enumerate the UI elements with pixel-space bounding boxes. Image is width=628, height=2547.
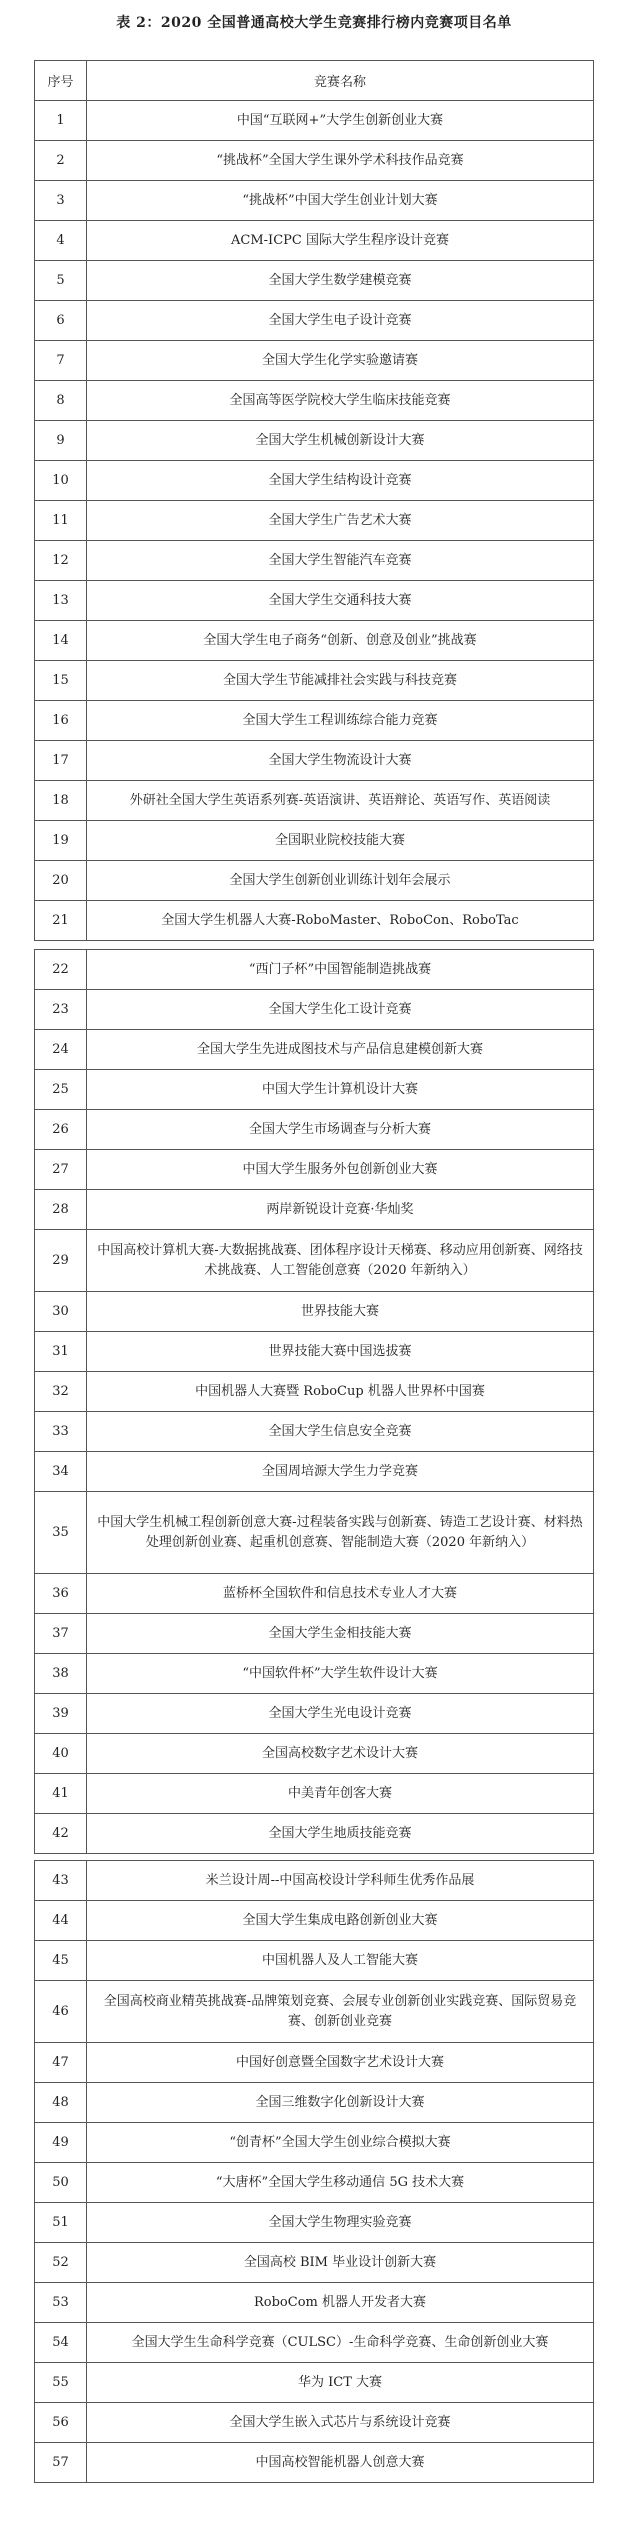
competition-table-part-1 — [34, 60, 594, 941]
competition-name: 全国高校 BIM 毕业设计创新大赛 — [87, 2243, 594, 2283]
table-row — [35, 301, 594, 341]
table-row — [35, 1694, 594, 1734]
table-row — [35, 781, 594, 821]
table-row — [35, 1070, 594, 1110]
competition-name: 中国好创意暨全国数字艺术设计大赛 — [87, 2043, 594, 2083]
row-number: 46 — [35, 1981, 87, 2043]
row-number: 37 — [35, 1614, 87, 1654]
table-row — [35, 1292, 594, 1332]
row-number: 20 — [35, 861, 87, 901]
competition-name: 全国大学生光电设计竞赛 — [87, 1694, 594, 1734]
competition-name: ACM-ICPC 国际大学生程序设计竞赛 — [87, 221, 594, 261]
table-row — [35, 261, 594, 301]
row-number: 21 — [35, 901, 87, 941]
row-number: 10 — [35, 461, 87, 501]
row-number: 53 — [35, 2283, 87, 2323]
row-number: 30 — [35, 1292, 87, 1332]
competition-name: 全国大学生节能减排社会实践与科技竞赛 — [87, 661, 594, 701]
row-number: 29 — [35, 1230, 87, 1292]
competition-name: 全国职业院校技能大赛 — [87, 821, 594, 861]
row-number: 8 — [35, 381, 87, 421]
competition-name: 外研社全国大学生英语系列赛-英语演讲、英语辩论、英语写作、英语阅读 — [87, 781, 594, 821]
row-number: 26 — [35, 1110, 87, 1150]
row-number: 54 — [35, 2323, 87, 2363]
row-number: 52 — [35, 2243, 87, 2283]
table-row — [35, 1230, 594, 1292]
table-row — [35, 1452, 594, 1492]
table-row — [35, 1861, 594, 1901]
table-row — [35, 1150, 594, 1190]
competition-name: RoboCom 机器人开发者大赛 — [87, 2283, 594, 2323]
table-row — [35, 2043, 594, 2083]
table-row — [35, 2403, 594, 2443]
row-number: 27 — [35, 1150, 87, 1190]
competition-name: 全国大学生广告艺术大赛 — [87, 501, 594, 541]
competition-name: 全国周培源大学生力学竞赛 — [87, 1452, 594, 1492]
competition-name: “挑战杯”中国大学生创业计划大赛 — [87, 181, 594, 221]
table-row — [35, 2083, 594, 2123]
table-row — [35, 2123, 594, 2163]
row-number: 25 — [35, 1070, 87, 1110]
row-number: 48 — [35, 2083, 87, 2123]
competition-name: 中国机器人及人工智能大赛 — [87, 1941, 594, 1981]
table-row — [35, 861, 594, 901]
table-row — [35, 701, 594, 741]
competition-name: 蓝桥杯全国软件和信息技术专业人才大赛 — [87, 1574, 594, 1614]
table-row — [35, 950, 594, 990]
table-row — [35, 2283, 594, 2323]
table-row — [35, 1654, 594, 1694]
row-number: 43 — [35, 1861, 87, 1901]
competition-name: 全国大学生物理实验竞赛 — [87, 2203, 594, 2243]
row-number: 14 — [35, 621, 87, 661]
table-row — [35, 2323, 594, 2363]
competition-name: 华为 ICT 大赛 — [87, 2363, 594, 2403]
table-header-row — [35, 61, 594, 101]
table-row — [35, 221, 594, 261]
row-number: 11 — [35, 501, 87, 541]
competition-name: 全国大学生工程训练综合能力竞赛 — [87, 701, 594, 741]
row-number: 1 — [35, 101, 87, 141]
row-number: 22 — [35, 950, 87, 990]
competition-name: 全国大学生智能汽车竞赛 — [87, 541, 594, 581]
competition-name: 全国大学生创新创业训练计划年会展示 — [87, 861, 594, 901]
table-row — [35, 1332, 594, 1372]
competition-name: 全国大学生地质技能竞赛 — [87, 1814, 594, 1854]
row-number: 57 — [35, 2443, 87, 2483]
row-number: 40 — [35, 1734, 87, 1774]
competition-name: “挑战杯”全国大学生课外学术科技作品竞赛 — [87, 141, 594, 181]
row-number: 13 — [35, 581, 87, 621]
row-number: 38 — [35, 1654, 87, 1694]
header-competition-name: 竞赛名称 — [87, 61, 594, 101]
competition-name: 全国高校商业精英挑战赛-品牌策划竞赛、会展专业创新创业实践竞赛、国际贸易竞赛、创新创业竞赛 — [87, 1981, 594, 2043]
competition-name: 中国大学生计算机设计大赛 — [87, 1070, 594, 1110]
table-row — [35, 2363, 594, 2403]
row-number: 49 — [35, 2123, 87, 2163]
row-number: 36 — [35, 1574, 87, 1614]
table-row — [35, 1734, 594, 1774]
competition-name: 全国大学生电子商务“创新、创意及创业”挑战赛 — [87, 621, 594, 661]
competition-name: 全国大学生交通科技大赛 — [87, 581, 594, 621]
competition-name: “大唐杯”全国大学生移动通信 5G 技术大赛 — [87, 2163, 594, 2203]
table-row — [35, 2163, 594, 2203]
table-row — [35, 901, 594, 941]
competition-name: 两岸新锐设计竞赛·华灿奖 — [87, 1190, 594, 1230]
table-row — [35, 541, 594, 581]
competition-name: 中国高校智能机器人创意大赛 — [87, 2443, 594, 2483]
competition-name: 全国大学生金相技能大赛 — [87, 1614, 594, 1654]
competition-name: 米兰设计周--中国高校设计学科师生优秀作品展 — [87, 1861, 594, 1901]
table-row — [35, 101, 594, 141]
table-row — [35, 461, 594, 501]
table-row — [35, 1110, 594, 1150]
competition-name: 全国三维数字化创新设计大赛 — [87, 2083, 594, 2123]
row-number: 41 — [35, 1774, 87, 1814]
row-number: 5 — [35, 261, 87, 301]
competition-name: 世界技能大赛中国选拔赛 — [87, 1332, 594, 1372]
competition-name: 全国大学生化工设计竞赛 — [87, 990, 594, 1030]
competition-name: 中国“互联网+”大学生创新创业大赛 — [87, 101, 594, 141]
row-number: 45 — [35, 1941, 87, 1981]
competition-name: 全国高校数字艺术设计大赛 — [87, 1734, 594, 1774]
row-number: 9 — [35, 421, 87, 461]
row-number: 55 — [35, 2363, 87, 2403]
table-row — [35, 821, 594, 861]
table-row — [35, 2203, 594, 2243]
table-title: 表 2：2020 全国普通高校大学生竞赛排行榜内竞赛项目名单 — [116, 15, 512, 31]
row-number: 18 — [35, 781, 87, 821]
table-row — [35, 1412, 594, 1452]
competition-name: 全国大学生数学建模竞赛 — [87, 261, 594, 301]
competition-name: “创青杯”全国大学生创业综合模拟大赛 — [87, 2123, 594, 2163]
table-row — [35, 141, 594, 181]
row-number: 3 — [35, 181, 87, 221]
competition-table-part-3 — [34, 1860, 594, 2483]
row-number: 47 — [35, 2043, 87, 2083]
competition-name: 世界技能大赛 — [87, 1292, 594, 1332]
competition-name: 全国大学生物流设计大赛 — [87, 741, 594, 781]
table-row — [35, 990, 594, 1030]
competition-name: 全国大学生嵌入式芯片与系统设计竞赛 — [87, 2403, 594, 2443]
competition-name: 全国大学生结构设计竞赛 — [87, 461, 594, 501]
table-row — [35, 341, 594, 381]
competition-name: “中国软件杯”大学生软件设计大赛 — [87, 1654, 594, 1694]
row-number: 6 — [35, 301, 87, 341]
competition-name: 全国大学生生命科学竞赛（CULSC）-生命科学竞赛、生命创新创业大赛 — [87, 2323, 594, 2363]
table-row — [35, 1941, 594, 1981]
row-number: 39 — [35, 1694, 87, 1734]
table-row — [35, 1190, 594, 1230]
competition-name: 全国高等医学院校大学生临床技能竞赛 — [87, 381, 594, 421]
row-number: 32 — [35, 1372, 87, 1412]
row-number: 23 — [35, 990, 87, 1030]
table-row — [35, 1492, 594, 1574]
competition-table-part-2 — [34, 949, 594, 1854]
table-row — [35, 1814, 594, 1854]
table-row — [35, 421, 594, 461]
competition-name: 全国大学生市场调查与分析大赛 — [87, 1110, 594, 1150]
competition-name: 全国大学生电子设计竞赛 — [87, 301, 594, 341]
table-row — [35, 1774, 594, 1814]
table-row — [35, 2243, 594, 2283]
row-number: 35 — [35, 1492, 87, 1574]
row-number: 2 — [35, 141, 87, 181]
competition-name: 全国大学生化学实验邀请赛 — [87, 341, 594, 381]
table-row — [35, 1030, 594, 1070]
table-row — [35, 501, 594, 541]
table-row — [35, 2443, 594, 2483]
row-number: 15 — [35, 661, 87, 701]
competition-name: 中国高校计算机大赛-大数据挑战赛、团体程序设计天梯赛、移动应用创新赛、网络技术挑战赛、人工智能创意赛（2020 年新纳入） — [87, 1230, 594, 1292]
row-number: 56 — [35, 2403, 87, 2443]
competition-name: 中国机器人大赛暨 RoboCup 机器人世界杯中国赛 — [87, 1372, 594, 1412]
row-number: 17 — [35, 741, 87, 781]
table-row — [35, 1372, 594, 1412]
row-number: 44 — [35, 1901, 87, 1941]
competition-name: 中国大学生机械工程创新创意大赛-过程装备实践与创新赛、铸造工艺设计赛、材料热处理创新创业赛、起重机创意赛、智能制造大赛（2020 年新纳入） — [87, 1492, 594, 1574]
row-number: 31 — [35, 1332, 87, 1372]
row-number: 19 — [35, 821, 87, 861]
row-number: 34 — [35, 1452, 87, 1492]
table-row — [35, 661, 594, 701]
competition-name: 全国大学生机器人大赛-RoboMaster、RoboCon、RoboTac — [87, 901, 594, 941]
row-number: 33 — [35, 1412, 87, 1452]
table-row — [35, 1981, 594, 2043]
competition-name: 全国大学生集成电路创新创业大赛 — [87, 1901, 594, 1941]
row-number: 7 — [35, 341, 87, 381]
table-row — [35, 1614, 594, 1654]
table-row — [35, 381, 594, 421]
table-row — [35, 741, 594, 781]
row-number: 12 — [35, 541, 87, 581]
row-number: 50 — [35, 2163, 87, 2203]
table-row — [35, 181, 594, 221]
table-row — [35, 1901, 594, 1941]
competition-name: 全国大学生信息安全竞赛 — [87, 1412, 594, 1452]
table-row — [35, 581, 594, 621]
table-row — [35, 621, 594, 661]
row-number: 51 — [35, 2203, 87, 2243]
competition-name: 中国大学生服务外包创新创业大赛 — [87, 1150, 594, 1190]
row-number: 16 — [35, 701, 87, 741]
competition-name: 全国大学生先进成图技术与产品信息建模创新大赛 — [87, 1030, 594, 1070]
table-row — [35, 1574, 594, 1614]
row-number: 28 — [35, 1190, 87, 1230]
competition-name: “西门子杯”中国智能制造挑战赛 — [87, 950, 594, 990]
row-number: 24 — [35, 1030, 87, 1070]
competition-name: 全国大学生机械创新设计大赛 — [87, 421, 594, 461]
header-number: 序号 — [35, 61, 87, 101]
row-number: 42 — [35, 1814, 87, 1854]
competition-name: 中美青年创客大赛 — [87, 1774, 594, 1814]
row-number: 4 — [35, 221, 87, 261]
